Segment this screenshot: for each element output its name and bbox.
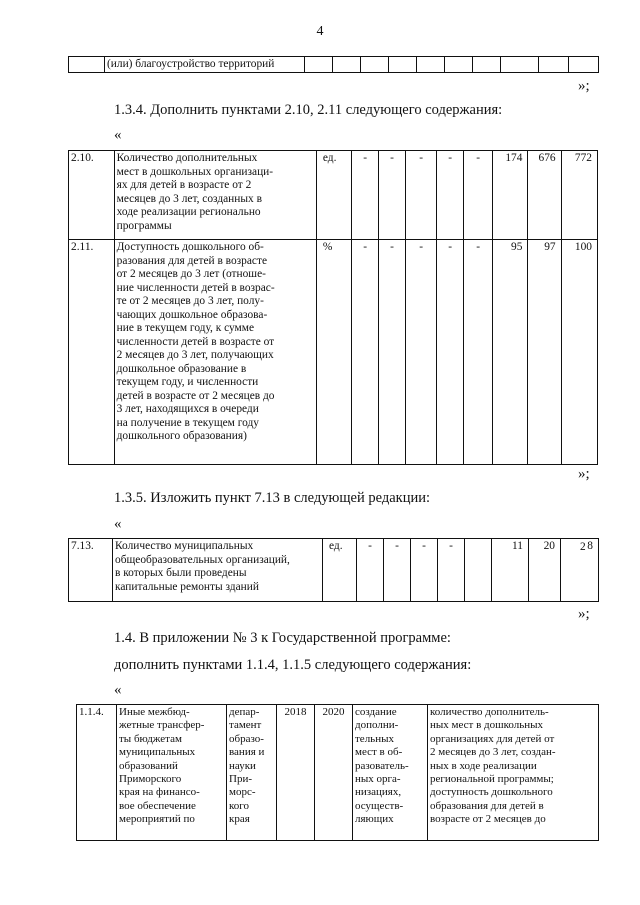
value-cell: 11	[492, 539, 529, 602]
value-cell: -	[379, 151, 406, 240]
table-row	[69, 151, 598, 240]
table-cell-text: (или) благоустройство территорий	[105, 57, 305, 73]
indicator-link-cell: количество дополнитель- ных мест в дошкольных организациях для детей от 2 месяцев до 3 лет, создан- ных в ходе реализации региональной программы; доступность дошкольного образования для детей в возрасте от 2 месяцев до	[428, 705, 599, 841]
value-cell: -	[437, 240, 464, 465]
opening-quote: «	[114, 682, 122, 698]
row-number: 1.1.4.	[77, 705, 117, 841]
indicators-table-2-10	[68, 150, 598, 465]
table-continuation	[68, 56, 599, 73]
value-cell: -	[384, 539, 411, 602]
indicator-name: Доступность дошкольного об- разования для детей в возрасте от 2 месяцев до 3 лет (отноше- ние численности детей в возрас- те от 2 месяцев до 3 лет, полу- чающих дошкольное образова- ние в текущем году, к сумме численности детей в возрасте от 2 месяцев до 3 лет, получающих дошкольное образование в текущем году, и численности детей в возрасте от 2 месяцев до 3 лет, находящихся в очереди на получение в текущем году дошкольного образования)	[114, 240, 316, 465]
value-cell: 100	[561, 240, 597, 465]
value-cell: -	[379, 240, 406, 465]
end-year: 2020	[315, 705, 353, 841]
result-cell: создание дополни- тельных мест в об- разователь- ных орга- низациях, осуществ- ляющих	[353, 705, 428, 841]
section-heading-134: 1.3.4. Дополнить пунктами 2.10, 2.11 следующего содержания:	[114, 102, 503, 118]
row-number: 2.10.	[69, 151, 115, 240]
section-subheading-14: дополнить пунктами 1.1.4, 1.1.5 следующего содержания:	[114, 657, 472, 673]
closing-quote: »;	[578, 78, 590, 94]
value-cell: 20	[529, 539, 561, 602]
value-cell: -	[411, 539, 438, 602]
unit-cell: ед.	[316, 151, 351, 240]
page-number: 4	[316, 24, 324, 39]
closing-quote: »;	[578, 466, 590, 482]
value-cell: 97	[528, 240, 561, 465]
table-row	[77, 705, 599, 841]
activity-name: Иные межбюд- жетные трансфер- ты бюджетам муниципальных образований Приморского края на финансо- вое обеспечение мероприятий по	[117, 705, 227, 841]
value-cell: -	[437, 151, 464, 240]
value-cell: -	[464, 151, 493, 240]
table-row	[69, 539, 599, 602]
value-cell-extra: 2	[580, 541, 586, 553]
indicator-name: Количество муниципальных общеобразовательных организаций, в которых были проведены капитальные ремонты зданий	[113, 539, 323, 602]
value-cell: -	[406, 240, 437, 465]
value-cell: 676	[528, 151, 561, 240]
indicator-name: Количество дополнительных мест в дошкольных организаци- ях для детей в возрасте от 2 месяцев до 3 лет, созданных в ходе реализации регионально программы	[114, 151, 316, 240]
value-cell: -	[352, 240, 379, 465]
indicators-table-7-13	[68, 538, 599, 602]
section-heading-135: 1.3.5. Изложить пункт 7.13 в следующей редакции:	[114, 490, 431, 506]
value-cell: 772	[561, 151, 597, 240]
unit-cell: %	[316, 240, 351, 465]
activities-table-1-1-4	[76, 704, 599, 841]
value-cell: -	[438, 539, 465, 602]
value-cell: 8	[561, 539, 599, 602]
value-cell: -	[464, 240, 493, 465]
start-year: 2018	[277, 705, 315, 841]
value-cell: 174	[493, 151, 528, 240]
value-cell: 95	[493, 240, 528, 465]
value-cell: -	[406, 151, 437, 240]
value-cell: -	[357, 539, 384, 602]
value-cell: -	[352, 151, 379, 240]
table-row	[69, 240, 598, 465]
executor-cell: депар- тамент образо- вания и науки При- морс- кого края	[227, 705, 277, 841]
closing-quote: »;	[578, 606, 590, 622]
row-number: 7.13.	[69, 539, 113, 602]
section-heading-14: 1.4. В приложении № 3 к Государственной программе:	[114, 630, 451, 646]
opening-quote: «	[114, 516, 122, 532]
value-cell	[465, 539, 492, 602]
opening-quote: «	[114, 127, 122, 143]
row-number: 2.11.	[69, 240, 115, 465]
unit-cell: ед.	[323, 539, 357, 602]
